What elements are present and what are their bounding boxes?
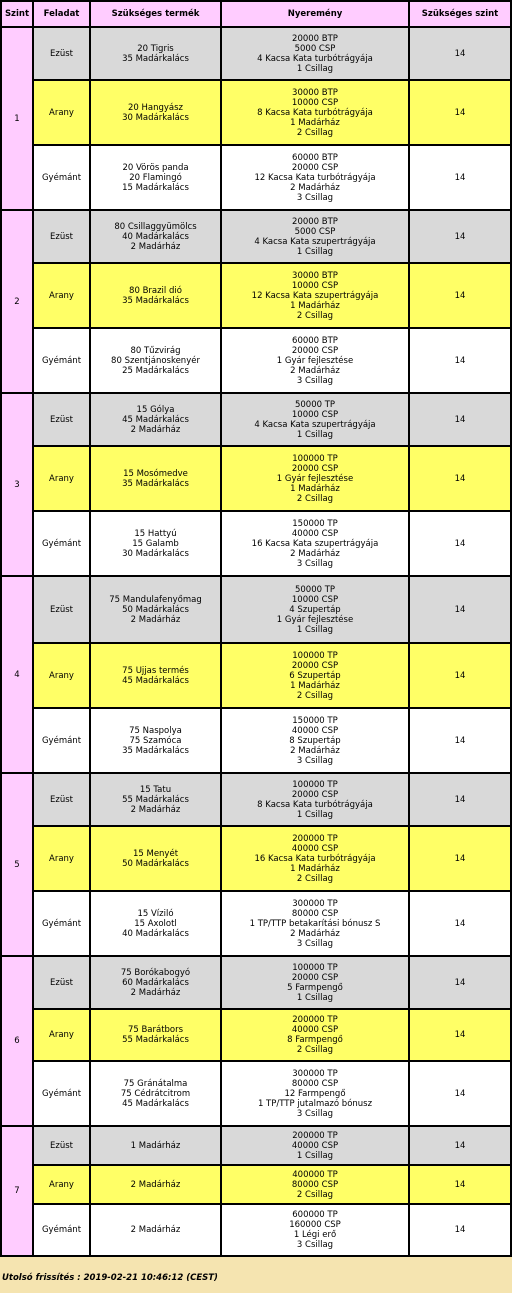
- table-row: [1, 511, 511, 576]
- required-level-cell: 14: [409, 27, 511, 80]
- table-row: [1, 773, 511, 826]
- reward-cell: 20000 BTP 5000 CSP 4 Kacsa Kata turbótrágyája 1 Csillag: [221, 27, 409, 80]
- task-cell: Ezüst: [33, 576, 90, 643]
- task-cell: Gyémánt: [33, 1204, 90, 1256]
- required-level-cell: 14: [409, 145, 511, 210]
- table-row: [1, 891, 511, 956]
- items-cell: 15 Víziló 15 Axolotl 40 Madárkalács: [90, 891, 221, 956]
- task-cell: Ezüst: [33, 27, 90, 80]
- last-updated: Utolsó frissítés : 2019-02-21 10:46:12 (CEST): [2, 1273, 218, 1283]
- table-row: [1, 145, 511, 210]
- required-level-cell: 14: [409, 576, 511, 643]
- items-cell: 20 Vörös panda 20 Flamingó 15 Madárkalács: [90, 145, 221, 210]
- table-row: [1, 1126, 511, 1165]
- reward-cell: 100000 TP 20000 CSP 8 Kacsa Kata turbótrágyája 1 Csillag: [221, 773, 409, 826]
- task-cell: Arany: [33, 80, 90, 145]
- reward-cell: 150000 TP 40000 CSP 8 Szupertáp 2 Madárház 3 Csillag: [221, 708, 409, 773]
- required-level-cell: 14: [409, 511, 511, 576]
- header-feladat: Feladat: [33, 1, 90, 27]
- items-cell: 20 Tigris 35 Madárkalács: [90, 27, 221, 80]
- required-level-cell: 14: [409, 210, 511, 263]
- task-cell: Ezüst: [33, 1126, 90, 1165]
- required-level-cell: 14: [409, 393, 511, 446]
- task-cell: Arany: [33, 446, 90, 511]
- task-cell: Gyémánt: [33, 708, 90, 773]
- reward-cell: 150000 TP 40000 CSP 16 Kacsa Kata szupertrágyája 2 Madárház 3 Csillag: [221, 511, 409, 576]
- required-level-cell: 14: [409, 956, 511, 1009]
- table-row: [1, 27, 511, 80]
- reward-cell: 600000 TP 160000 CSP 1 Légi erő 3 Csillag: [221, 1204, 409, 1256]
- required-level-cell: 14: [409, 643, 511, 708]
- required-level-cell: 14: [409, 708, 511, 773]
- task-cell: Ezüst: [33, 773, 90, 826]
- items-cell: 80 Csillaggyümölcs 40 Madárkalács 2 Madárház: [90, 210, 221, 263]
- items-cell: 1 Madárház: [90, 1126, 221, 1165]
- level-cell: 5: [1, 773, 33, 956]
- level-cell: 7: [1, 1126, 33, 1256]
- table-row: [1, 393, 511, 446]
- reward-cell: 200000 TP 40000 CSP 16 Kacsa Kata turbótrágyája 1 Madárház 2 Csillag: [221, 826, 409, 891]
- reward-cell: 300000 TP 80000 CSP 1 TP/TTP betakarítási bónusz S 2 Madárház 3 Csillag: [221, 891, 409, 956]
- table-row: [1, 210, 511, 263]
- reward-cell: 100000 TP 20000 CSP 6 Szupertáp 1 Madárház 2 Csillag: [221, 643, 409, 708]
- required-level-cell: 14: [409, 263, 511, 328]
- header-row: [1, 1, 511, 27]
- task-cell: Arany: [33, 263, 90, 328]
- items-cell: 20 Hangyász 30 Madárkalács: [90, 80, 221, 145]
- reward-cell: 30000 BTP 10000 CSP 12 Kacsa Kata szupertrágyája 1 Madárház 2 Csillag: [221, 263, 409, 328]
- table-row: [1, 1061, 511, 1126]
- reward-cell: 400000 TP 80000 CSP 2 Csillag: [221, 1165, 409, 1204]
- table-row: [1, 708, 511, 773]
- reward-cell: 30000 BTP 10000 CSP 8 Kacsa Kata turbótrágyája 1 Madárház 2 Csillag: [221, 80, 409, 145]
- level-cell: 6: [1, 956, 33, 1126]
- task-cell: Arany: [33, 826, 90, 891]
- table-row: [1, 956, 511, 1009]
- task-cell: Gyémánt: [33, 1061, 90, 1126]
- task-cell: Ezüst: [33, 210, 90, 263]
- level-cell: 4: [1, 576, 33, 773]
- items-cell: 75 Mandulafenyőmag 50 Madárkalács 2 Madárház: [90, 576, 221, 643]
- reward-cell: 200000 TP 40000 CSP 1 Csillag: [221, 1126, 409, 1165]
- level-cell: 1: [1, 27, 33, 210]
- required-level-cell: 14: [409, 446, 511, 511]
- table-row: [1, 446, 511, 511]
- task-cell: Ezüst: [33, 956, 90, 1009]
- task-cell: Gyémánt: [33, 145, 90, 210]
- items-cell: 80 Tűzvirág 80 Szentjánoskenyér 25 Madárkalács: [90, 328, 221, 393]
- items-cell: 15 Hattyú 15 Galamb 30 Madárkalács: [90, 511, 221, 576]
- items-cell: 80 Brazil dió 35 Madárkalács: [90, 263, 221, 328]
- header-nyeremeny: Nyeremény: [221, 1, 409, 27]
- table-row: [1, 1165, 511, 1204]
- items-cell: 15 Tatu 55 Madárkalács 2 Madárház: [90, 773, 221, 826]
- table-row: [1, 263, 511, 328]
- items-cell: 2 Madárház: [90, 1204, 221, 1256]
- items-cell: 75 Ujjas termés 45 Madárkalács: [90, 643, 221, 708]
- items-cell: 15 Mosómedve 35 Madárkalács: [90, 446, 221, 511]
- header-szint: Szint: [1, 1, 33, 27]
- task-cell: Arany: [33, 1009, 90, 1061]
- task-cell: Ezüst: [33, 393, 90, 446]
- header-szukseges-szint: Szükséges szint: [409, 1, 511, 27]
- level-cell: 3: [1, 393, 33, 576]
- reward-cell: 50000 TP 10000 CSP 4 Szupertáp 1 Gyár fejlesztése 1 Csillag: [221, 576, 409, 643]
- table-row: [1, 826, 511, 891]
- required-level-cell: 14: [409, 80, 511, 145]
- reward-cell: 200000 TP 40000 CSP 8 Farmpengő 2 Csillag: [221, 1009, 409, 1061]
- table-row: [1, 643, 511, 708]
- task-cell: Gyémánt: [33, 891, 90, 956]
- level-cell: 2: [1, 210, 33, 393]
- reward-cell: 100000 TP 20000 CSP 5 Farmpengő 1 Csillag: [221, 956, 409, 1009]
- task-cell: Gyémánt: [33, 328, 90, 393]
- required-level-cell: 14: [409, 1126, 511, 1165]
- task-cell: Arany: [33, 643, 90, 708]
- task-cell: Arany: [33, 1165, 90, 1204]
- header-termek: Szükséges termék: [90, 1, 221, 27]
- reward-cell: 20000 BTP 5000 CSP 4 Kacsa Kata szupertrágyája 1 Csillag: [221, 210, 409, 263]
- required-level-cell: 14: [409, 826, 511, 891]
- required-level-cell: 14: [409, 1204, 511, 1256]
- items-cell: 75 Gránátalma 75 Cédrátcitrom 45 Madárkalács: [90, 1061, 221, 1126]
- items-cell: 15 Menyét 50 Madárkalács: [90, 826, 221, 891]
- items-cell: 15 Gólya 45 Madárkalács 2 Madárház: [90, 393, 221, 446]
- table-row: [1, 1009, 511, 1061]
- reward-cell: 60000 BTP 20000 CSP 1 Gyár fejlesztése 2 Madárház 3 Csillag: [221, 328, 409, 393]
- items-cell: 75 Barátbors 55 Madárkalács: [90, 1009, 221, 1061]
- required-level-cell: 14: [409, 891, 511, 956]
- table-row: [1, 328, 511, 393]
- items-cell: 75 Naspolya 75 Szamóca 35 Madárkalács: [90, 708, 221, 773]
- items-cell: 75 Borókabogyó 60 Madárkalács 2 Madárház: [90, 956, 221, 1009]
- table-row: [1, 80, 511, 145]
- reward-cell: 300000 TP 80000 CSP 12 Farmpengő 1 TP/TTP jutalmazó bónusz 3 Csillag: [221, 1061, 409, 1126]
- items-cell: 2 Madárház: [90, 1165, 221, 1204]
- required-level-cell: 14: [409, 773, 511, 826]
- required-level-cell: 14: [409, 328, 511, 393]
- required-level-cell: 14: [409, 1165, 511, 1204]
- required-level-cell: 14: [409, 1061, 511, 1126]
- reward-cell: 100000 TP 20000 CSP 1 Gyár fejlesztése 1 Madárház 2 Csillag: [221, 446, 409, 511]
- table-row: [1, 576, 511, 643]
- reward-cell: 60000 BTP 20000 CSP 12 Kacsa Kata turbótrágyája 2 Madárház 3 Csillag: [221, 145, 409, 210]
- task-cell: Gyémánt: [33, 511, 90, 576]
- table-row: [1, 1204, 511, 1256]
- reward-cell: 50000 TP 10000 CSP 4 Kacsa Kata szupertrágyája 1 Csillag: [221, 393, 409, 446]
- required-level-cell: 14: [409, 1009, 511, 1061]
